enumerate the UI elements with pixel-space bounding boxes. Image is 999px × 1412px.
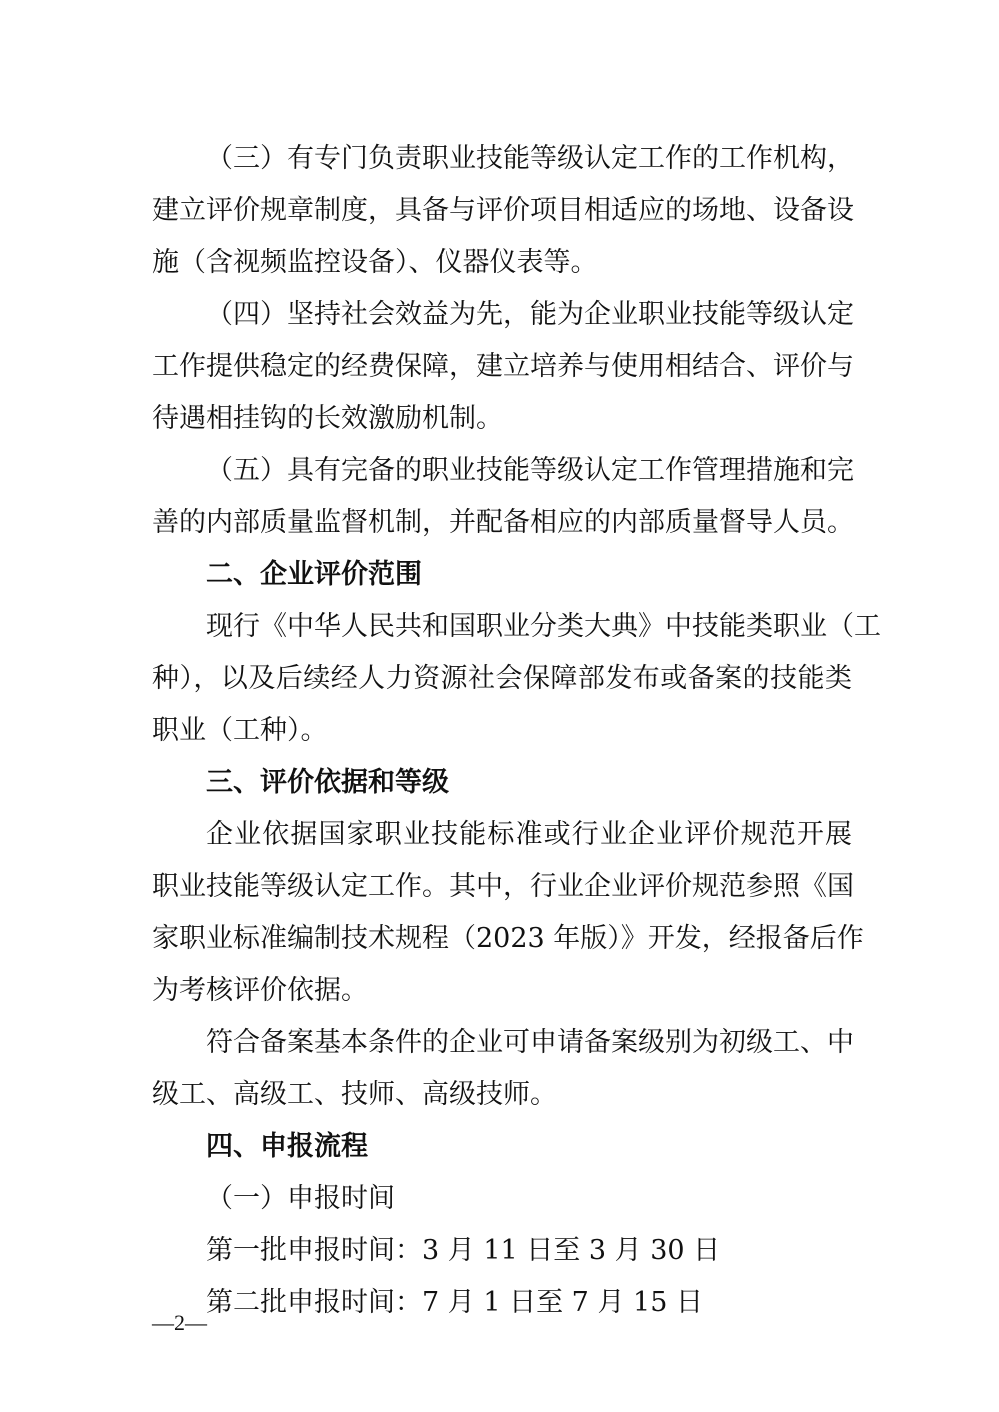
paragraph-3-line-1: （三）有专门负责职业技能等级认定工作的工作机构， (206, 143, 854, 174)
paragraph-4-line-3: 待遇相挂钩的长效激励机制。 (152, 403, 503, 434)
first-batch-time: 第一批申报时间：3 月 11 日至 3 月 30 日 (206, 1235, 721, 1266)
paragraph-5-line-1: （五）具有完备的职业技能等级认定工作管理措施和完 (206, 455, 854, 486)
scope-line-1: 现行《中华人民共和国职业分类大典》中技能类职业（工 (206, 611, 881, 642)
levels-line-2: 级工、高级工、技师、高级技师。 (152, 1079, 557, 1110)
second-batch-time: 第二批申报时间：7 月 1 日至 7 月 15 日 (206, 1287, 703, 1318)
basis-line-1: 企业依据国家职业技能标准或行业企业评价规范开展 (206, 819, 852, 850)
subheading-application-time: （一）申报时间 (206, 1183, 395, 1214)
scope-line-3: 职业（工种）。 (152, 715, 328, 746)
section-heading-basis-levels: 三、评价依据和等级 (206, 767, 449, 798)
levels-line-1: 符合备案基本条件的企业可申请备案级别为初级工、中 (206, 1027, 854, 1058)
scope-line-2: 种），以及后续经人力资源社会保障部发布或备案的技能类 (152, 663, 852, 694)
section-heading-scope: 二、企业评价范围 (206, 559, 422, 590)
paragraph-5-line-2: 善的内部质量监督机制，并配备相应的内部质量督导人员。 (152, 507, 854, 538)
basis-line-4: 为考核评价依据。 (152, 975, 368, 1006)
paragraph-4-line-1: （四）坚持社会效益为先，能为企业职业技能等级认定 (206, 299, 854, 330)
section-heading-application-process: 四、申报流程 (206, 1131, 368, 1162)
paragraph-4-line-2: 工作提供稳定的经费保障，建立培养与使用相结合、评价与 (152, 351, 854, 382)
paragraph-3-line-3: 施（含视频监控设备）、仪器仪表等。 (152, 247, 598, 278)
basis-line-3: 家职业标准编制技术规程（2023 年版）》开发，经报备后作 (152, 923, 864, 954)
page-number: —2— (152, 1310, 207, 1335)
basis-line-2: 职业技能等级认定工作。其中，行业企业评价规范参照《国 (152, 871, 854, 902)
paragraph-3-line-2: 建立评价规章制度，具备与评价项目相适应的场地、设备设 (152, 195, 854, 226)
